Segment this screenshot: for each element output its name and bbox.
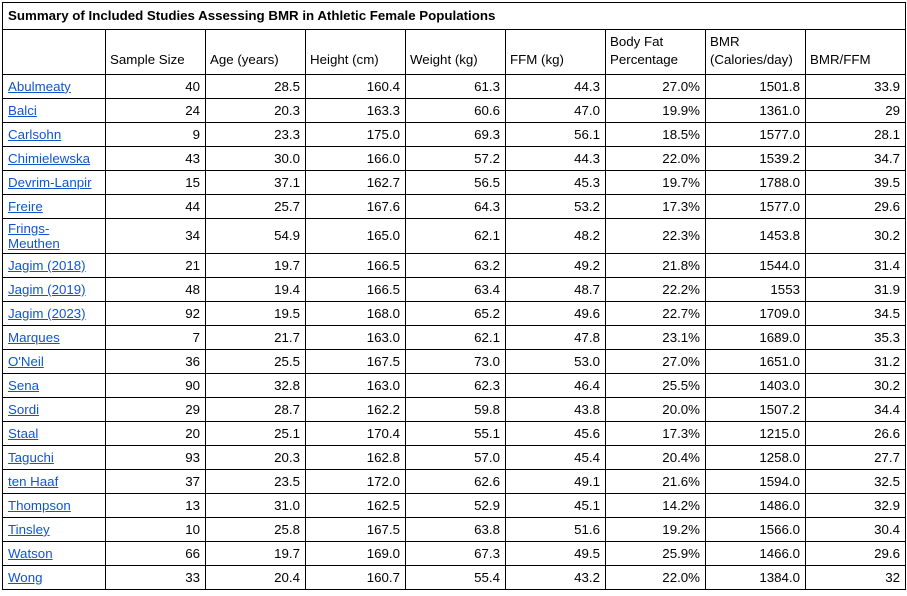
value-cell: 33 <box>106 565 206 589</box>
value-cell: 56.5 <box>406 170 506 194</box>
study-cell <box>3 170 106 194</box>
value-cell: 17.3% <box>606 421 706 445</box>
value-cell: 19.7 <box>206 253 306 277</box>
value-cell: 1486.0 <box>706 493 806 517</box>
study-link[interactable]: Sena <box>8 377 40 393</box>
study-cell <box>3 517 106 541</box>
value-cell: 53.2 <box>506 194 606 218</box>
study-link[interactable]: Marques <box>8 329 60 345</box>
value-cell: 19.5 <box>206 301 306 325</box>
value-cell: 31.2 <box>806 349 906 373</box>
value-cell: 44.3 <box>506 146 606 170</box>
value-cell: 28.1 <box>806 122 906 146</box>
value-cell: 20.3 <box>206 98 306 122</box>
value-cell: 93 <box>106 445 206 469</box>
value-cell: 167.5 <box>306 517 406 541</box>
study-cell <box>3 253 106 277</box>
value-cell: 22.0% <box>606 146 706 170</box>
value-cell: 55.1 <box>406 421 506 445</box>
study-cell <box>3 146 106 170</box>
value-cell: 166.5 <box>306 277 406 301</box>
table-row <box>3 122 906 146</box>
value-cell: 19.7 <box>206 541 306 565</box>
value-cell: 7 <box>106 325 206 349</box>
value-cell: 1501.8 <box>706 74 806 98</box>
value-cell: 48.7 <box>506 277 606 301</box>
study-link[interactable]: Wong <box>8 569 43 585</box>
value-cell: 30.2 <box>806 218 906 253</box>
study-link[interactable]: Jagim (2019) <box>8 281 86 297</box>
value-cell: 163.3 <box>306 98 406 122</box>
value-cell: 1577.0 <box>706 122 806 146</box>
value-cell: 1466.0 <box>706 541 806 565</box>
value-cell: 1709.0 <box>706 301 806 325</box>
value-cell: 25.8 <box>206 517 306 541</box>
study-link[interactable]: Tinsley <box>8 521 50 537</box>
value-cell: 166.5 <box>306 253 406 277</box>
header-height: Height (cm) <box>306 30 406 75</box>
value-cell: 22.7% <box>606 301 706 325</box>
study-link[interactable]: Staal <box>8 425 39 441</box>
value-cell: 1507.2 <box>706 397 806 421</box>
value-cell: 10 <box>106 517 206 541</box>
value-cell: 19.2% <box>606 517 706 541</box>
table-row <box>3 421 906 445</box>
table-row <box>3 277 906 301</box>
value-cell: 14.2% <box>606 493 706 517</box>
value-cell: 56.1 <box>506 122 606 146</box>
table-row <box>3 565 906 589</box>
value-cell: 162.7 <box>306 170 406 194</box>
value-cell: 170.4 <box>306 421 406 445</box>
study-cell <box>3 397 106 421</box>
value-cell: 45.1 <box>506 493 606 517</box>
value-cell: 45.6 <box>506 421 606 445</box>
table-row <box>3 445 906 469</box>
table-row <box>3 218 906 253</box>
study-cell <box>3 218 106 253</box>
value-cell: 31.4 <box>806 253 906 277</box>
value-cell: 25.9% <box>606 541 706 565</box>
study-cell <box>3 541 106 565</box>
value-cell: 45.4 <box>506 445 606 469</box>
study-link[interactable]: Sordi <box>8 401 40 417</box>
value-cell: 48.2 <box>506 218 606 253</box>
value-cell: 48 <box>106 277 206 301</box>
value-cell: 9 <box>106 122 206 146</box>
value-cell: 63.4 <box>406 277 506 301</box>
value-cell: 21.8% <box>606 253 706 277</box>
value-cell: 1594.0 <box>706 469 806 493</box>
table-row <box>3 373 906 397</box>
title-row <box>3 3 906 30</box>
value-cell: 169.0 <box>306 541 406 565</box>
header-bmr-ffm: BMR/FFM <box>806 30 906 75</box>
value-cell: 29 <box>106 397 206 421</box>
value-cell: 1361.0 <box>706 98 806 122</box>
value-cell: 47.0 <box>506 98 606 122</box>
value-cell: 57.0 <box>406 445 506 469</box>
study-cell <box>3 277 106 301</box>
value-cell: 21 <box>106 253 206 277</box>
value-cell: 28.5 <box>206 74 306 98</box>
value-cell: 28.7 <box>206 397 306 421</box>
value-cell: 1258.0 <box>706 445 806 469</box>
value-cell: 45.3 <box>506 170 606 194</box>
value-cell: 26.6 <box>806 421 906 445</box>
value-cell: 21.6% <box>606 469 706 493</box>
study-link[interactable]: Abulmeaty <box>8 78 71 94</box>
study-cell <box>3 349 106 373</box>
study-link[interactable]: Thompson <box>8 497 71 513</box>
value-cell: 30.0 <box>206 146 306 170</box>
value-cell: 1384.0 <box>706 565 806 589</box>
value-cell: 172.0 <box>306 469 406 493</box>
value-cell: 19.4 <box>206 277 306 301</box>
study-link[interactable]: O'Neil <box>8 353 44 369</box>
value-cell: 1215.0 <box>706 421 806 445</box>
value-cell: 1788.0 <box>706 170 806 194</box>
study-link[interactable]: Chimielewska <box>8 150 91 166</box>
value-cell: 168.0 <box>306 301 406 325</box>
study-cell <box>3 194 106 218</box>
table-row <box>3 194 906 218</box>
value-cell: 55.4 <box>406 565 506 589</box>
value-cell: 30.4 <box>806 517 906 541</box>
study-link[interactable]: Jagim (2018) <box>8 257 86 273</box>
table-row <box>3 517 906 541</box>
value-cell: 34.5 <box>806 301 906 325</box>
value-cell: 1566.0 <box>706 517 806 541</box>
value-cell: 46.4 <box>506 373 606 397</box>
value-cell: 22.2% <box>606 277 706 301</box>
value-cell: 64.3 <box>406 194 506 218</box>
value-cell: 20.4 <box>206 565 306 589</box>
study-link[interactable]: Frings-Meuthen <box>8 220 60 251</box>
table-row <box>3 541 906 565</box>
value-cell: 29.6 <box>806 541 906 565</box>
value-cell: 1539.2 <box>706 146 806 170</box>
value-cell: 162.8 <box>306 445 406 469</box>
value-cell: 29.6 <box>806 194 906 218</box>
value-cell: 36 <box>106 349 206 373</box>
value-cell: 25.5 <box>206 349 306 373</box>
value-cell: 49.6 <box>506 301 606 325</box>
value-cell: 37 <box>106 469 206 493</box>
study-cell <box>3 301 106 325</box>
table-row <box>3 469 906 493</box>
value-cell: 175.0 <box>306 122 406 146</box>
value-cell: 20.4% <box>606 445 706 469</box>
value-cell: 62.3 <box>406 373 506 397</box>
value-cell: 22.0% <box>606 565 706 589</box>
study-cell <box>3 445 106 469</box>
table-row <box>3 301 906 325</box>
bmr-summary-table <box>2 2 906 590</box>
study-link[interactable]: Carlsohn <box>8 126 62 142</box>
value-cell: 62.6 <box>406 469 506 493</box>
study-link[interactable]: Devrim-Lanpir <box>8 174 92 190</box>
value-cell: 166.0 <box>306 146 406 170</box>
table-row <box>3 170 906 194</box>
value-cell: 1689.0 <box>706 325 806 349</box>
value-cell: 31.9 <box>806 277 906 301</box>
value-cell: 63.8 <box>406 517 506 541</box>
header-bmr-calories: BMR (Calories/day) <box>706 30 806 75</box>
value-cell: 47.8 <box>506 325 606 349</box>
value-cell: 22.3% <box>606 218 706 253</box>
header-age: Age (years) <box>206 30 306 75</box>
table-row <box>3 349 906 373</box>
value-cell: 32 <box>806 565 906 589</box>
value-cell: 66 <box>106 541 206 565</box>
header-weight: Weight (kg) <box>406 30 506 75</box>
study-cell <box>3 122 106 146</box>
value-cell: 43.8 <box>506 397 606 421</box>
study-link[interactable]: Freire <box>8 198 43 214</box>
value-cell: 49.5 <box>506 541 606 565</box>
value-cell: 63.2 <box>406 253 506 277</box>
study-cell <box>3 421 106 445</box>
table-row <box>3 146 906 170</box>
study-link[interactable]: ten Haaf <box>8 473 59 489</box>
table-title: Summary of Included Studies Assessing BMR in Athletic Female Populations <box>3 3 906 30</box>
value-cell: 20 <box>106 421 206 445</box>
value-cell: 25.1 <box>206 421 306 445</box>
value-cell: 44.3 <box>506 74 606 98</box>
value-cell: 67.3 <box>406 541 506 565</box>
value-cell: 57.2 <box>406 146 506 170</box>
value-cell: 53.0 <box>506 349 606 373</box>
value-cell: 23.5 <box>206 469 306 493</box>
value-cell: 165.0 <box>306 218 406 253</box>
study-link[interactable]: Watson <box>8 545 53 561</box>
value-cell: 69.3 <box>406 122 506 146</box>
table-body <box>3 74 906 589</box>
value-cell: 19.9% <box>606 98 706 122</box>
study-cell <box>3 74 106 98</box>
value-cell: 32.9 <box>806 493 906 517</box>
value-cell: 27.7 <box>806 445 906 469</box>
value-cell: 35.3 <box>806 325 906 349</box>
value-cell: 92 <box>106 301 206 325</box>
study-link[interactable]: Taguchi <box>8 449 54 465</box>
value-cell: 163.0 <box>306 373 406 397</box>
value-cell: 1651.0 <box>706 349 806 373</box>
value-cell: 162.2 <box>306 397 406 421</box>
value-cell: 39.5 <box>806 170 906 194</box>
value-cell: 25.5% <box>606 373 706 397</box>
value-cell: 49.1 <box>506 469 606 493</box>
study-cell <box>3 565 106 589</box>
value-cell: 1453.8 <box>706 218 806 253</box>
value-cell: 31.0 <box>206 493 306 517</box>
value-cell: 33.9 <box>806 74 906 98</box>
value-cell: 59.8 <box>406 397 506 421</box>
value-cell: 160.4 <box>306 74 406 98</box>
value-cell: 163.0 <box>306 325 406 349</box>
study-cell <box>3 373 106 397</box>
value-cell: 30.2 <box>806 373 906 397</box>
value-cell: 160.7 <box>306 565 406 589</box>
value-cell: 162.5 <box>306 493 406 517</box>
value-cell: 23.1% <box>606 325 706 349</box>
value-cell: 18.5% <box>606 122 706 146</box>
value-cell: 15 <box>106 170 206 194</box>
value-cell: 65.2 <box>406 301 506 325</box>
header-study <box>3 30 106 75</box>
value-cell: 167.6 <box>306 194 406 218</box>
study-cell <box>3 469 106 493</box>
value-cell: 19.7% <box>606 170 706 194</box>
value-cell: 1553 <box>706 277 806 301</box>
table-row <box>3 493 906 517</box>
value-cell: 32.5 <box>806 469 906 493</box>
value-cell: 43.2 <box>506 565 606 589</box>
value-cell: 29 <box>806 98 906 122</box>
value-cell: 34.7 <box>806 146 906 170</box>
value-cell: 25.7 <box>206 194 306 218</box>
table-row <box>3 98 906 122</box>
value-cell: 1577.0 <box>706 194 806 218</box>
value-cell: 13 <box>106 493 206 517</box>
value-cell: 32.8 <box>206 373 306 397</box>
value-cell: 167.5 <box>306 349 406 373</box>
value-cell: 20.0% <box>606 397 706 421</box>
value-cell: 40 <box>106 74 206 98</box>
value-cell: 21.7 <box>206 325 306 349</box>
header-sample-size: Sample Size <box>106 30 206 75</box>
value-cell: 51.6 <box>506 517 606 541</box>
value-cell: 60.6 <box>406 98 506 122</box>
table-row <box>3 253 906 277</box>
study-link[interactable]: Balci <box>8 102 37 118</box>
value-cell: 1403.0 <box>706 373 806 397</box>
header-body-fat-percent: Body Fat Percentage <box>606 30 706 75</box>
value-cell: 52.9 <box>406 493 506 517</box>
value-cell: 62.1 <box>406 218 506 253</box>
table-row <box>3 74 906 98</box>
study-link[interactable]: Jagim (2023) <box>8 305 86 321</box>
study-cell <box>3 493 106 517</box>
value-cell: 73.0 <box>406 349 506 373</box>
value-cell: 49.2 <box>506 253 606 277</box>
value-cell: 27.0% <box>606 349 706 373</box>
value-cell: 17.3% <box>606 194 706 218</box>
header-row <box>3 30 906 75</box>
value-cell: 27.0% <box>606 74 706 98</box>
value-cell: 54.9 <box>206 218 306 253</box>
value-cell: 61.3 <box>406 74 506 98</box>
study-cell <box>3 325 106 349</box>
value-cell: 43 <box>106 146 206 170</box>
study-cell <box>3 98 106 122</box>
value-cell: 34.4 <box>806 397 906 421</box>
value-cell: 90 <box>106 373 206 397</box>
value-cell: 23.3 <box>206 122 306 146</box>
value-cell: 24 <box>106 98 206 122</box>
value-cell: 34 <box>106 218 206 253</box>
value-cell: 20.3 <box>206 445 306 469</box>
table-row <box>3 397 906 421</box>
table-row <box>3 325 906 349</box>
header-ffm: FFM (kg) <box>506 30 606 75</box>
value-cell: 37.1 <box>206 170 306 194</box>
value-cell: 62.1 <box>406 325 506 349</box>
value-cell: 1544.0 <box>706 253 806 277</box>
value-cell: 44 <box>106 194 206 218</box>
